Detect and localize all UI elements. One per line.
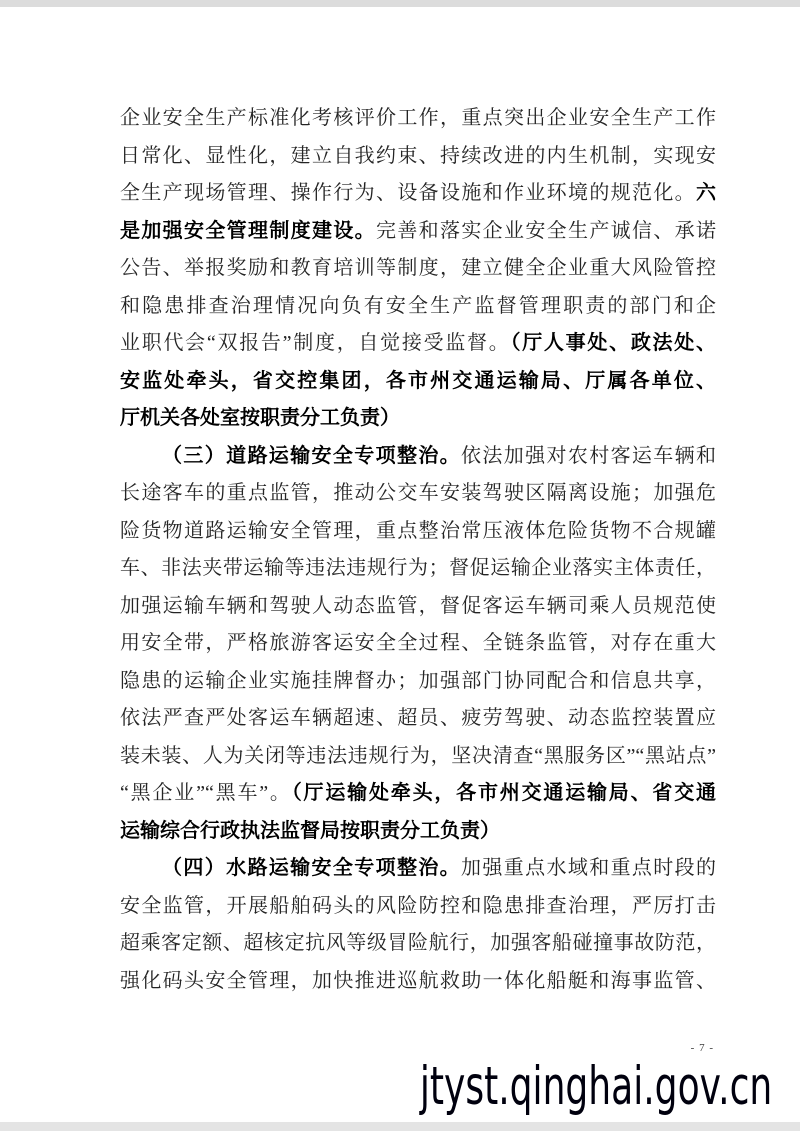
- bold-text-run: 厅机关各处室按职责分工负责）: [120, 407, 400, 429]
- bold-text-run: （厅运输处牵头，各市州交通运输局、省交通: [291, 782, 717, 804]
- text-run: 长途客车的重点监管，推动公交车安装驾驶区隔离设施；加强危: [120, 482, 716, 504]
- text-run: 依法严查严处客运车辆超速、超员、疲劳驾驶、动态监控装置应: [120, 707, 716, 729]
- text-line: [120, 963, 716, 1001]
- text-run: 企业安全生产标准化考核评价工作，重点突出企业安全生产工作: [120, 107, 716, 129]
- text-line: [120, 250, 716, 288]
- text-line: [120, 363, 716, 401]
- text-line: [120, 738, 716, 776]
- text-run: 安全监管，开展船舶码头的风险防控和隐患排查治理，严厉打击: [120, 894, 716, 917]
- text-run: 超乘客定额、超核定抗风等级冒险航行，加强客船碰撞事故防范，: [120, 932, 716, 954]
- site-url-watermark: jtyst.qinghai.gov.cn: [419, 1056, 772, 1117]
- text-run: 全生产现场管理、操作行为、设备设施和作业环境的规范化。: [120, 182, 696, 204]
- text-line: [120, 288, 716, 326]
- text-line: [120, 475, 716, 513]
- text-run: 加强重点水域和重点时段的: [461, 857, 717, 879]
- text-line: [120, 175, 716, 213]
- text-run: 完善和落实企业安全生产诚信、承诺: [376, 219, 716, 242]
- text-run: 公告、举报奖励和教育培训等制度，建立健全企业重大风险管控: [120, 257, 716, 279]
- text-line: [120, 700, 716, 738]
- text-run: “黑企业”“黑车”。: [120, 782, 292, 804]
- text-line: [120, 325, 716, 363]
- text-run: 用安全带，严格旅游客运安全全过程、全链条监管，对存在重大: [120, 632, 716, 654]
- text-line: [120, 925, 716, 963]
- text-line: [120, 438, 716, 476]
- text-line: [120, 513, 716, 551]
- text-run: 业职代会“双报告”制度，自觉接受监督。: [120, 332, 511, 354]
- text-run: 强化码头安全管理，加快推进巡航救助一体化船艇和海事监管、: [120, 969, 716, 992]
- bold-text-run: 安监处牵头，省交控集团，各市州交通运输局、厅属各单位、: [120, 369, 716, 392]
- text-line: [120, 663, 716, 701]
- text-run: 和隐患排查治理情况向负有安全生产监督管理职责的部门和企: [120, 294, 716, 317]
- text-run: 险货物道路运输安全管理，重点整治常压液体危险货物不合规罐: [120, 519, 716, 542]
- text-line: [120, 550, 716, 588]
- bold-text-run: 是加强安全管理制度建设。: [120, 219, 376, 242]
- text-line: [120, 813, 716, 851]
- text-line: [120, 888, 716, 926]
- text-run: 加强运输车辆和驾驶人动态监管，督促客运车辆司乘人员规范使: [120, 594, 716, 617]
- text-run: 依法加强对农村客运车辆和: [461, 444, 717, 467]
- text-run: 装未装、人为关闭等违法违规行为，坚决清查“黑服务区”“黑站点”: [120, 744, 716, 767]
- page-bottom-edge: [0, 1122, 800, 1131]
- page-top-edge: [0, 0, 800, 7]
- text-line: [120, 588, 716, 626]
- text-line: [120, 138, 716, 176]
- text-line: [120, 850, 716, 888]
- page-number: - 7 -: [690, 1042, 714, 1054]
- text-run: 车、非法夹带运输等违法违规行为；督促运输企业落实主体责任，: [120, 557, 716, 579]
- bold-text-run: （厅人事处、政法处、: [510, 332, 716, 354]
- text-run: 日常化、显性化，建立自我约束、持续改进的内生机制，实现安: [120, 144, 716, 167]
- bold-text-run: 运输综合行政执法监督局按职责分工负责）: [120, 819, 500, 842]
- text-line: [120, 100, 716, 138]
- document-body: [120, 100, 716, 1000]
- text-line: [120, 400, 716, 438]
- text-line: [120, 775, 716, 813]
- text-line: [120, 625, 716, 663]
- bold-text-run: 六: [696, 182, 716, 204]
- text-line: [120, 213, 716, 251]
- bold-text-run: （三）道路运输安全专项整治。: [162, 444, 462, 467]
- text-run: 隐患的运输企业实施挂牌督办；加强部门协同配合和信息共享，: [120, 669, 716, 692]
- bold-text-run: （四）水路运输安全专项整治。: [162, 857, 462, 879]
